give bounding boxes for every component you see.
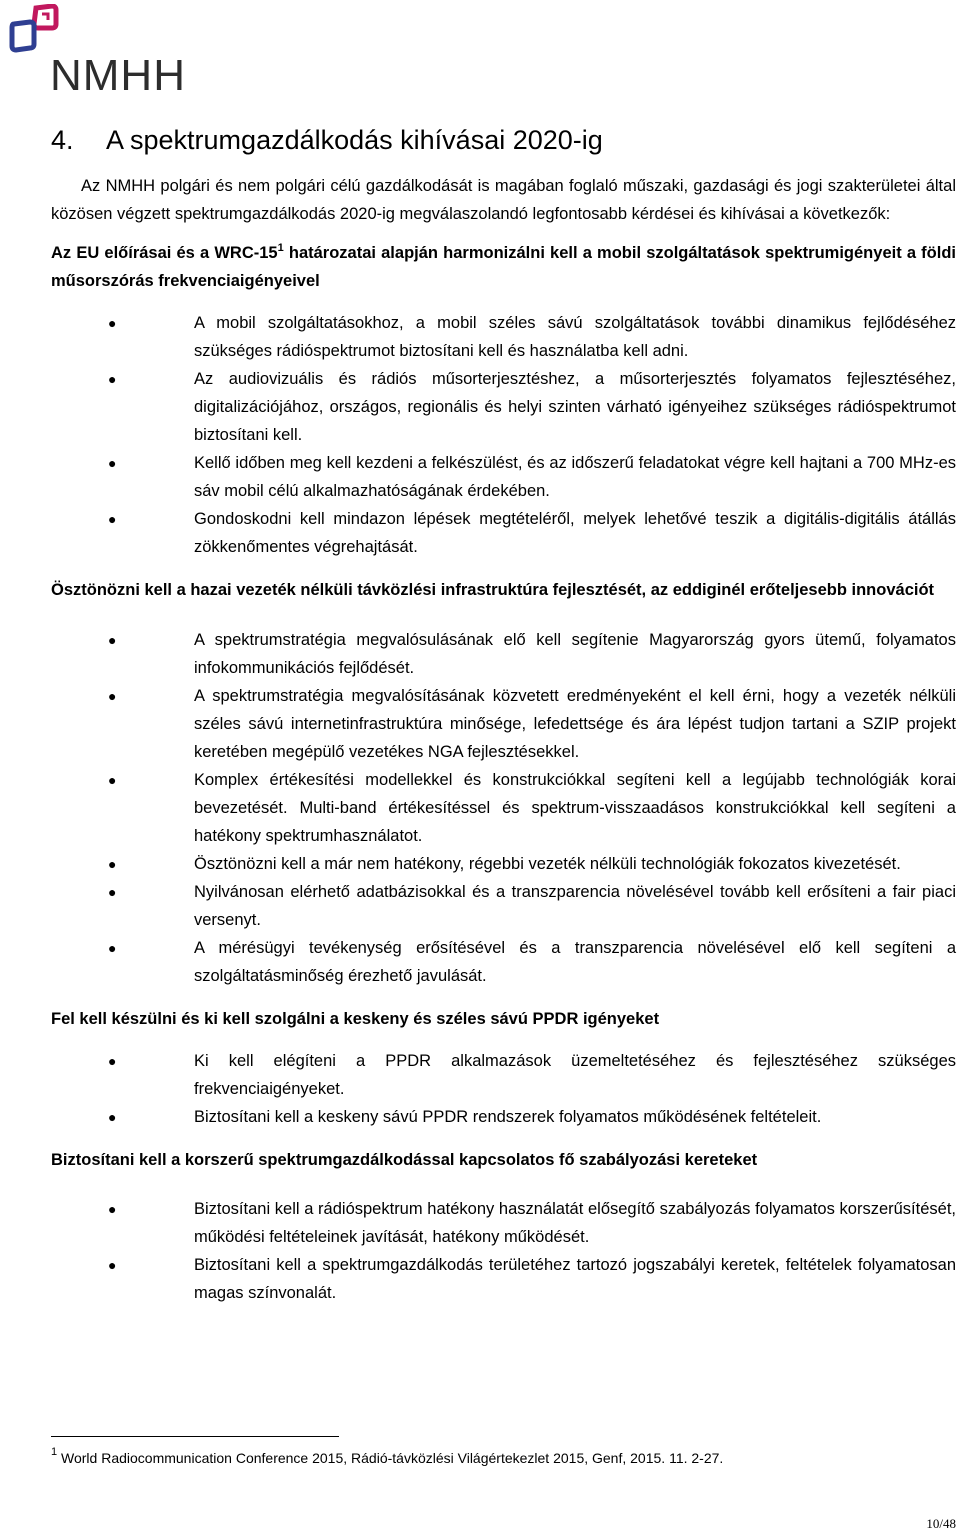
list-item: ● Ösztönözni kell a már nem hatékony, régebbi vezeték nélküli technológiák fokozatos kivezetését. xyxy=(51,850,956,878)
bullet-icon: ● xyxy=(108,687,117,704)
bullet-icon: ● xyxy=(108,371,117,387)
section-title-1-post: határozatai alapján harmonizálni kell a mobil szolgáltatások spektrumigényeit a földi műsorszórás frekvenciaigényeivel xyxy=(51,244,956,290)
bullet-icon: ● xyxy=(108,1256,117,1273)
bullet-list-3 xyxy=(51,1047,956,1131)
bullet-icon: ● xyxy=(108,855,117,872)
list-item: ● Biztosítani kell a rádióspektrum hatékony használatát elősegítő szabályozás folyamatos korszerűsítését, működési feltételeinek javítását, hatékony működését. xyxy=(51,1195,956,1251)
footnote-text: World Radiocommunication Conference 2015, Rádió-távközlési Világértekezlet 2015, Genf, 2015. 11. 2-27. xyxy=(61,1450,724,1466)
bullet-list-4 xyxy=(51,1195,956,1307)
list-item: ● A spektrumstratégia megvalósításának közvetett eredményeként el kell érni, hogy a vezeték nélküli széles sávú internetinfrastruktúra minősége, lefedettsége és ára lépést tudjon tartani a SZIP projekt keretében megépülő vezetékes NGA fejlesztésekkel. xyxy=(51,682,956,766)
list-item: ● Komplex értékesítési modellekkel és konstrukciókkal segíteni kell a legújabb technológiák korai bevezetését. Multi-band értékesítéssel és spektrum-visszaadásos konstrukciókkal kell segíteni a hatékony spektrumhasználatot. xyxy=(51,766,956,850)
footnote-mark: 1 xyxy=(51,1446,58,1458)
list-item: ● Kellő időben meg kell kezdeni a felkészülést, és az időszerű feladatokat végre kell hajtani a 700 MHz-es sáv mobil célú alkalmazhatóságának érdekében. xyxy=(51,449,956,505)
bullet-icon: ● xyxy=(108,511,117,527)
bullet-icon: ● xyxy=(108,455,117,471)
bullet-icon: ● xyxy=(108,1053,117,1069)
list-item: ● Biztosítani kell a spektrumgazdálkodás területéhez tartozó jogszabályi keretek, feltételek folyamatosan magas színvonalát. xyxy=(51,1251,956,1307)
section-title-4: Biztosítani kell a korszerű spektrumgazdálkodással kapcsolatos fő szabályozási kereteket xyxy=(51,1151,758,1169)
bullet-icon: ● xyxy=(108,939,117,956)
heading-title: A spektrumgazdálkodás kihívásai 2020-ig xyxy=(106,125,603,155)
bullet-icon: ● xyxy=(108,1200,117,1217)
bullet-list-2 xyxy=(51,626,956,990)
list-item: ● Nyilvánosan elérhető adatbázisokkal és a transzparencia növelésével tovább kell erősíteni a fair piaci versenyt. xyxy=(51,878,956,934)
list-item: ● Biztosítani kell a keskeny sávú PPDR rendszerek folyamatos működésének feltételeit. xyxy=(51,1103,956,1131)
list-item: ● A spektrumstratégia megvalósulásának elő kell segítenie Magyarország gyors ütemű, folyamatos infokommunikációs fejlődését. xyxy=(51,626,956,682)
section-title-1 xyxy=(51,240,956,295)
bullet-icon: ● xyxy=(108,315,117,331)
intro-paragraph: Az NMHH polgári és nem polgári célú gazdálkodását is magában foglaló műszaki, gazdasági és jogi szakterületei által közösen végzett spektrumgazdálkodás 2020-ig megválaszolandó legfontosabb kérdései és kihívásai a következők: xyxy=(51,177,956,223)
footnote-separator xyxy=(51,1436,339,1437)
section-title-3: Fel kell készülni és ki kell szolgálni a keskeny és széles sávú PPDR igényeket xyxy=(51,1009,660,1028)
list-item: ● A mérésügyi tevékenység erősítésével és a transzparencia növelésével elő kell segíteni a szolgáltatásminőség érezhető javulását. xyxy=(51,934,956,990)
section-title-2: Ösztönözni kell a hazai vezeték nélküli távközlési infrastruktúra fejlesztését, az eddiginél erőteljesebb innovációt xyxy=(51,581,935,599)
page-content xyxy=(51,118,956,1307)
list-item: ● Ki kell elégíteni a PPDR alkalmazások üzemeltetéséhez és fejlesztéséhez szükséges frekvenciaigényeket. xyxy=(51,1047,956,1103)
bullet-icon: ● xyxy=(108,883,117,900)
bullet-icon: ● xyxy=(108,771,117,788)
list-item: ● Az audiovizuális és rádiós műsorterjesztéshez, a műsorterjesztés folyamatos fejlesztéséhez, digitalizációjához, országos, regionális és helyi szinten várható igényeihez szükséges rádióspektrumot biztosítani kell. xyxy=(51,365,956,449)
page-number: 10/48 xyxy=(926,1516,956,1531)
section-title-1-pre: Az EU előírásai és a WRC-15 xyxy=(51,244,278,262)
logo-wordmark: NMHH xyxy=(50,51,186,100)
footnote-ref[interactable]: 1 xyxy=(277,242,284,254)
list-item: ● Gondoskodni kell mindazon lépések megtételéről, melyek lehetővé teszik a digitális-digitális átállás zökkenőmentes végrehajtását. xyxy=(51,505,956,561)
heading-number: 4. xyxy=(51,125,74,155)
section-heading xyxy=(51,118,956,162)
footnote xyxy=(51,1448,723,1468)
bullet-icon: ● xyxy=(108,1109,117,1125)
nmhh-logo xyxy=(8,4,186,100)
bullet-icon: ● xyxy=(108,631,117,648)
bullet-list-1 xyxy=(51,309,956,561)
logo-mark-icon xyxy=(8,4,68,56)
list-item: ● A mobil szolgáltatásokhoz, a mobil széles sávú szolgáltatások további dinamikus fejlődéséhez szükséges rádióspektrumot biztosítani kell és használatba kell adni. xyxy=(51,309,956,365)
